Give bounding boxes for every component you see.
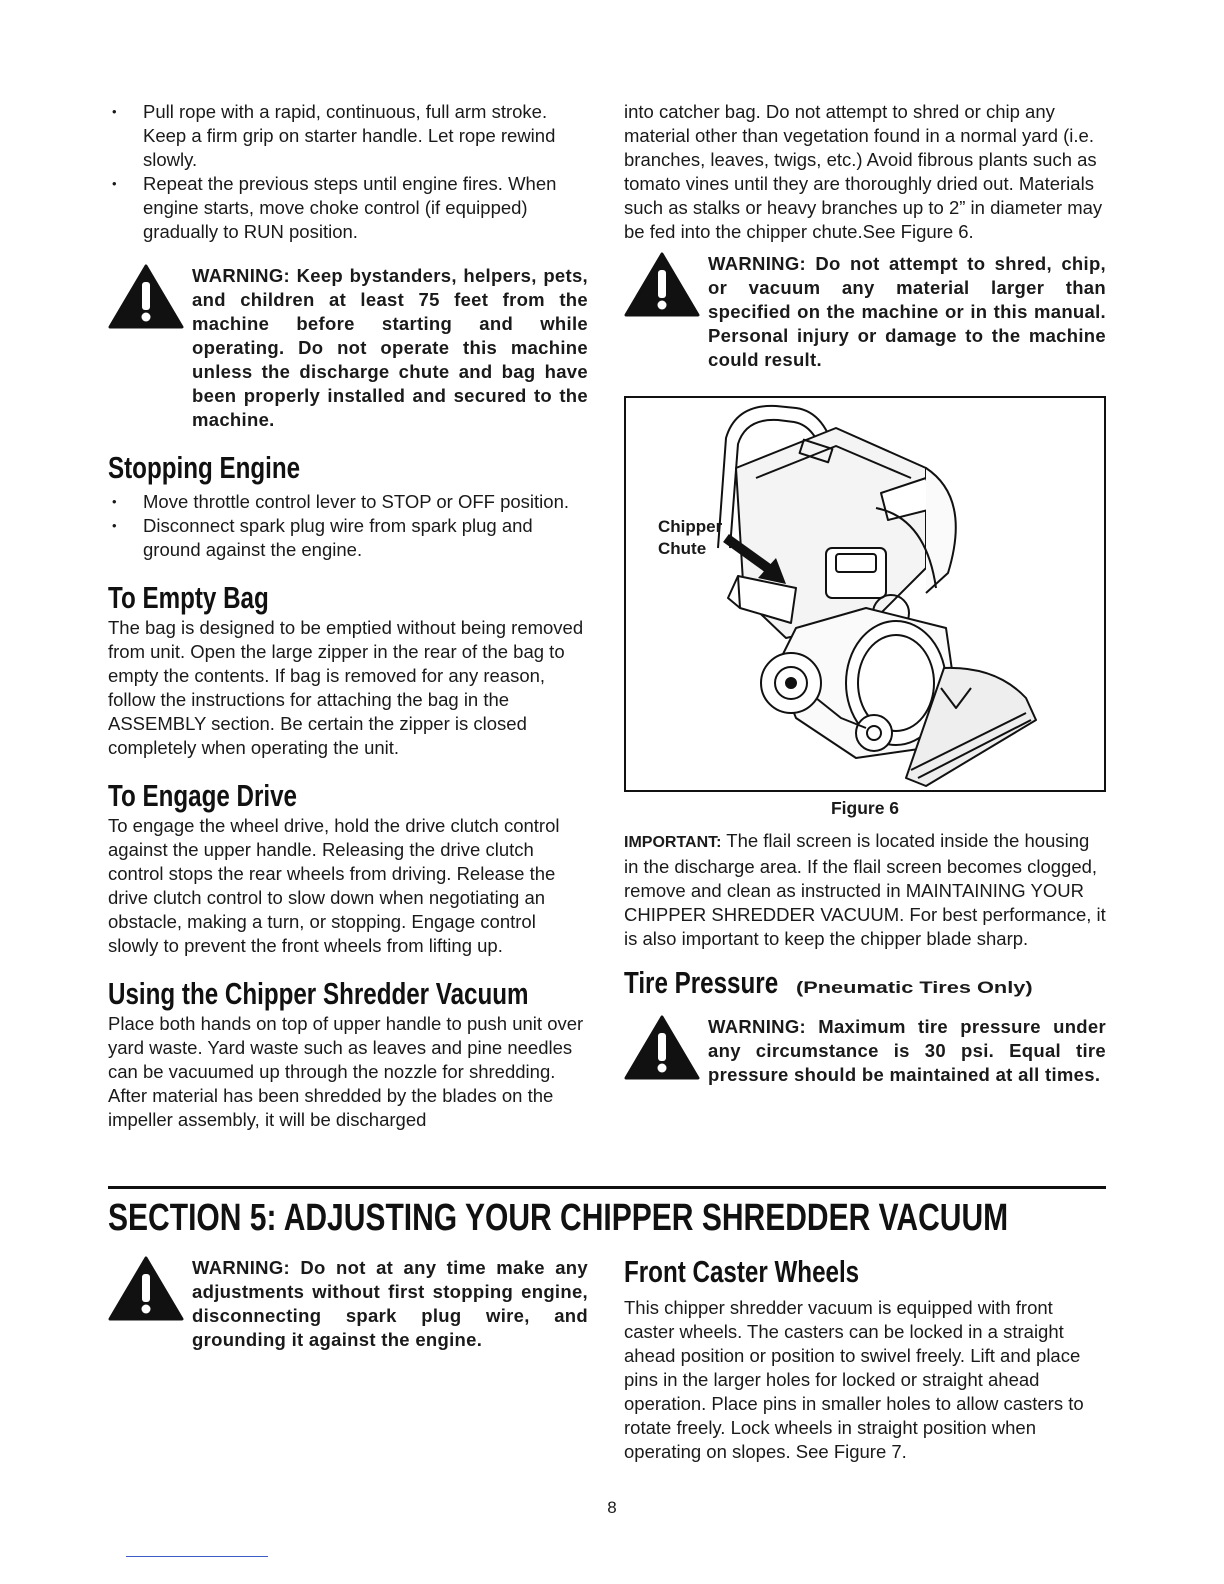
heading-using-chipper: Using the Chipper Shredder Vacuum [108,976,529,1011]
list-item: • Move throttle control lever to STOP or OFF position. [108,490,588,514]
warning-triangle-icon [108,1256,192,1327]
page-number: 8 [607,1498,617,1517]
warning-text: WARNING: Do not attempt to shred, chip, or vacuum any material larger than specified on the machine or in this manual. Personal injury or damage to the machine could result. [708,253,1106,370]
heading-stopping-engine: Stopping Engine [108,450,301,485]
section-5-title: SECTION 5: ADJUSTING YOUR CHIPPER SHREDDER VACUUM [108,1197,1009,1239]
section-5-left [108,1256,588,1352]
list-item: • Repeat the previous steps until engine fires. When engine starts, move choke control (if equipped) gradually to RUN position. [108,172,588,244]
section-5-right [624,1254,1106,1464]
heading-front-caster-wheels: Front Caster Wheels [624,1254,860,1289]
engage-drive-text: To engage the wheel drive, hold the drive clutch control against the upper handle. Releasing the drive clutch control stops the rear wheels from driving. Release the drive clutch control to slow down when negotiating an obstacle, making a turn, or stopping. Engage control slowly to prevent the front wheels from lifting up. [108,815,560,956]
important-label: IMPORTANT: [624,834,722,851]
chipper-vacuum-illustration [626,398,1104,788]
warning-larger-material [624,252,1106,372]
section-divider [108,1186,1106,1189]
warning-triangle-icon [624,252,708,323]
empty-bag-text: The bag is designed to be emptied without being removed from unit. Open the large zipper in the rear of the bag to empty the contents. If bag is removed for any reason, follow the instructions for attaching the bag in the ASSEMBLY section. Be certain the zipper is closed completely when operating the unit. [108,617,584,758]
front-caster-text: This chipper shredder vacuum is equipped with front caster wheels. The casters can be locked in a straight ahead position or position to swivel freely. Lift and place pins in the larger holes for locked or straight ahead operation. Place pins in smaller holes to allow casters to rotate freely. Lock wheels in straight position when operating on slopes. See Figure 7. [624,1297,1084,1462]
heading-tire-pressure: Tire Pressure [624,965,779,1000]
tire-pressure-note: (Pneumatic Tires Only) [795,978,1033,997]
list-item: • Pull rope with a rapid, continuous, full arm stroke. Keep a firm grip on starter handle. Let rope rewind slowly. [108,100,588,172]
warning-triangle-icon [108,264,192,335]
important-note [624,829,1106,951]
figure-caption: Figure 6 [830,798,900,818]
heading-empty-bag: To Empty Bag [108,580,269,615]
list-item: • Disconnect spark plug wire from spark plug and ground against the engine. [108,514,588,562]
warning-adjustments [108,1256,588,1352]
warning-text: WARNING: Do not at any time make any adjustments without first stopping engine, disconnecting spark plug wire, and grounding it against the engine. [192,1257,588,1350]
using-chipper-text: Place both hands on top of upper handle to push unit over yard waste. Yard waste such as leaves and pine needles can be vacuumed up through the nozzle for shredding. After material has been shredded by the blades on the impeller assembly, it will be discharged [108,1013,584,1130]
figure-callout-label: Chipper Chute [658,517,723,558]
warning-tire-pressure [624,1015,1106,1087]
warning-triangle-icon [624,1015,708,1086]
footer-line [126,1556,268,1557]
right-column [624,100,1106,1087]
warning-text: WARNING: Maximum tire pressure under any circumstance is 30 psi. Equal tire pressure should be maintained at all times. [708,1016,1106,1085]
warning-bystanders [108,264,588,432]
stopping-engine-list [108,490,588,562]
start-steps-list [108,100,588,244]
important-text: The flail screen is located inside the housing in the discharge area. If the flail screen becomes clogged, remove and clean as instructed in MAINTAINING YOUR CHIPPER SHREDDER VACUUM. For best performance, it is also important to keep the chipper blade sharp. [624,830,1106,949]
continued-text: into catcher bag. Do not attempt to shred or chip any material other than vegetation found in a normal yard (i.e. branches, leaves, twigs, etc.) Avoid fibrous plants such as tomato vines until they are thoroughly dried out. Materials such as stalks or heavy branches up to 2” in diameter may be fed into the chipper chute.See Figure 6. [624,101,1103,242]
heading-engage-drive: To Engage Drive [108,778,298,813]
figure-6-box [624,396,1106,792]
warning-text: WARNING: Keep bystanders, helpers, pets, and children at least 75 feet from the machine before starting and while operating. Do not operate this machine unless the discharge chute and bag have been properly installed and secured to the machine. [192,265,588,430]
tire-pressure-heading [624,965,1106,1001]
left-column [108,100,588,1132]
